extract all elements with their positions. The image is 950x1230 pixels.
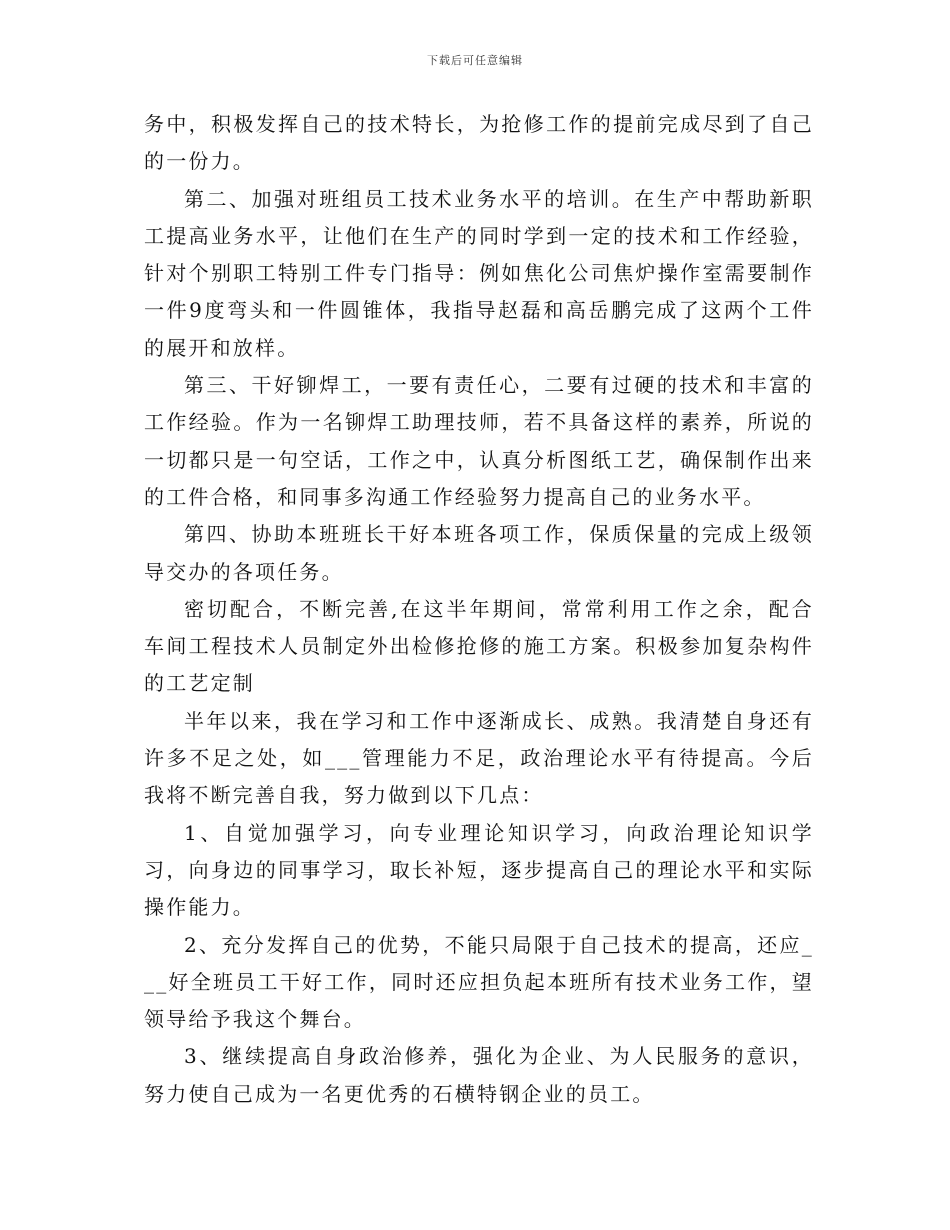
paragraph: 第二、加强对班组员工技术业务水平的培训。在生产中帮助新职工提高业务水平，让他们在生产的同时学到一定的技术和工作经验，针对个别职工特别工件专门指导：例如焦化公司焦炉操作室需要制作一件9度弯头和一件圆锥体，我指导赵磊和高岳鹏完成了这两个工件的展开和放样。 <box>144 186 814 360</box>
document-body <box>144 106 814 1113</box>
paragraph: 第四、协助本班班长干好本班各项工作，保质保量的完成上级领导交办的各项任务。 <box>144 522 814 584</box>
paragraph: 务中，积极发挥自己的技术特长，为抢修工作的提前完成尽到了自己的一份力。 <box>144 112 814 174</box>
paragraph: 3、继续提高自身政治修养，强化为企业、为人民服务的意识，努力使自己成为一名更优秀的石横特钢企业的员工。 <box>144 1044 814 1106</box>
paragraph: 第三、干好铆焊工，一要有责任心，二要有过硬的技术和丰富的工作经验。作为一名铆焊工助理技师，若不具备这样的素养，所说的一切都只是一句空话，工作之中，认真分析图纸工艺，确保制作出来的工件合格，和同事多沟通工作经验努力提高自己的业务水平。 <box>144 373 814 509</box>
page-header-note: 下载后可任意编辑 <box>427 54 523 67</box>
paragraph: 密切配合，不断完善,在这半年期间，常常利用工作之余，配合车间工程技术人员制定外出检修抢修的施工方案。积极参加复杂构件的工艺定制 <box>144 596 814 696</box>
paragraph: 2、充分发挥自己的优势，不能只局限于自己技术的提高，还应___好全班员工干好工作，同时还应担负起本班所有技术业务工作，望领导给予我这个舞台。 <box>144 932 814 1032</box>
paragraph: 1、自觉加强学习，向专业理论知识学习，向政治理论知识学习，向身边的同事学习，取长补短，逐步提高自己的理论水平和实际操作能力。 <box>144 820 814 920</box>
paragraph: 半年以来，我在学习和工作中逐渐成长、成熟。我清楚自身还有许多不足之处，如___管理能力不足，政治理论水平有待提高。今后我将不断完善自我，努力做到以下几点： <box>144 708 814 808</box>
